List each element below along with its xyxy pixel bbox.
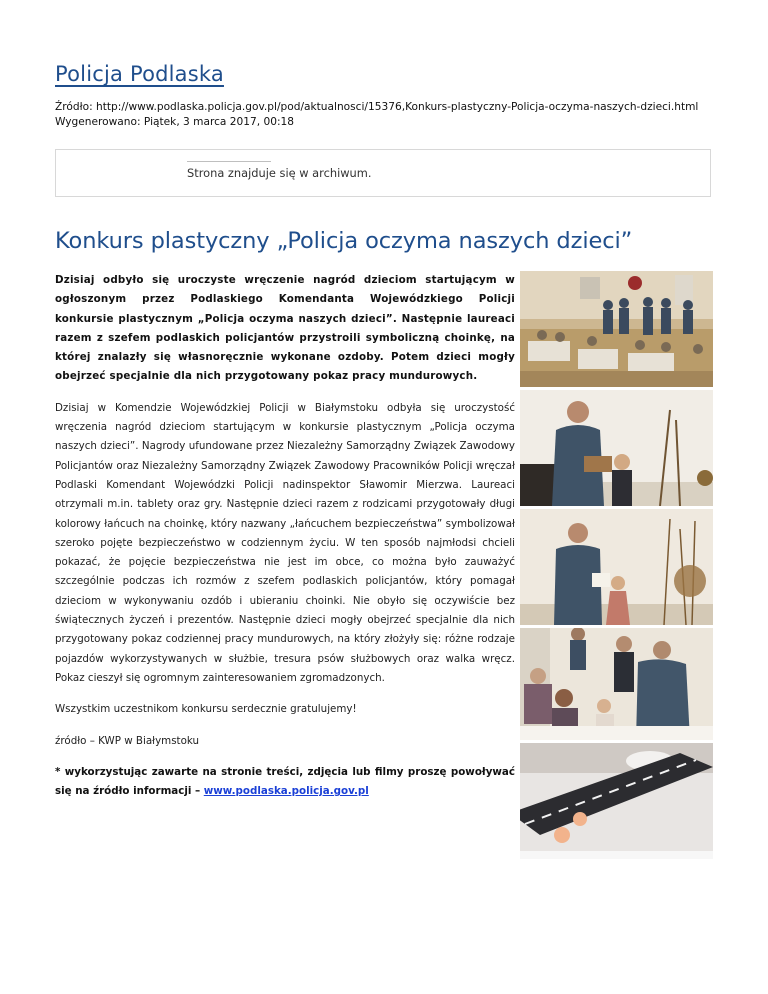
- gallery-photo-cake[interactable]: [520, 743, 713, 859]
- disclaimer-text: * wykorzystując zawarte na stronie treści, zdjęcia lub filmy proszę powoływać się na źródło informacji –: [55, 765, 515, 798]
- archive-notice: [55, 149, 711, 197]
- gallery-photo-award-2[interactable]: [520, 509, 713, 625]
- source-note: źródło – KWP w Białymstoku: [55, 734, 200, 747]
- gallery-photo-families[interactable]: [520, 628, 713, 740]
- gallery-photo-award-1[interactable]: [520, 390, 713, 506]
- article-paragraph: Dzisiaj w Komendzie Wojewódzkiej Policji w Białymstoku odbyła się uroczystość wręczenia nagród dzieciom startującym w konkursie plastycznym „Policja oczyma naszych dzieci”. Nagrody ufundowane przez Niezależny Samorządny Związek Zawodowy Policjantów oraz Niezależny Samorządny Związek Zawodowy Pracowników Policji wręczał Podlaski Komendant Wojewódzki Policji nadinspektor Sławomir Mierzwa. Laureaci otrzymali m.in. tablety oraz gry. Następnie dzieci razem z rodzicami przygotowały długi kolorowy łańcuch na choinkę, który nazwany „łańcuchem bezpieczeństwa” symbolizował szeroko pojęte bezpieczeństwo w codziennym życiu. W ten sposób najmłodsi chcieli pokazać, że pojęcie bezpieczeństwa nie jest im obce, co można było zauważyć szczególnie podczas ich rozmów z szefem podlaskich policjantów, który pomagał dzieciom w wykonywaniu ozdób i ubieraniu choinki. Nie obyło się oczywiście bez świątecznych życzeń i prezentów. Następnie dzieci mogły obejrzeć specjalnie dla nich przygotowany pokaz codziennej pracy mundurowych, na który złożyły się: różne rodzaje pojazdów wykorzystywanych w służbie, tresura psów służbowych oraz walka wręcz. Pokaz cieszył się ogromnym zainteresowaniem zgromadzonych.: [55, 401, 515, 684]
- meta-info: [55, 100, 698, 130]
- generated-date: Wygenerowano: Piątek, 3 marca 2017, 00:18: [55, 116, 295, 128]
- photo-image: [520, 743, 713, 859]
- photo-image: [520, 509, 713, 625]
- article-body: [55, 271, 515, 813]
- archive-notice-text: Strona znajduje się w archiwum.: [187, 166, 372, 180]
- article-title: Konkurs plastyczny „Policja oczyma naszych dzieci”: [55, 228, 633, 254]
- photo-gallery: [520, 271, 713, 862]
- source-url: Źródło: http://www.podlaska.policja.gov.pl/pod/aktualnosci/15376,Konkurs-plastyczny-Policja-oczyma-naszych-dzieci.html: [55, 101, 699, 113]
- site-title[interactable]: Policja Podlaska: [55, 62, 224, 86]
- photo-image: [520, 390, 713, 506]
- source-link[interactable]: www.podlaska.policja.gov.pl: [203, 785, 369, 798]
- photo-image: [520, 271, 713, 387]
- photo-image: [520, 628, 713, 740]
- article-lead: Dzisiaj odbyło się uroczyste wręczenie nagród dzieciom startującym w ogłoszonym przez Podlaskiego Komendanta Wojewódzkiego Policji konkursie plastycznym „Policja oczyma naszych dzieci”. Następnie laureaci razem z szefem podlaskich policjantów przystroili symboliczną choinkę, na której znalazły się własnoręcznie wykonane ozdoby. Potem dzieci mogły obejrzeć specjalnie dla nich przygotowany pokaz pracy mundurowych.: [55, 274, 515, 383]
- congratulations: Wszystkim uczestnikom konkursu serdecznie gratulujemy!: [55, 703, 357, 716]
- gallery-photo-ceremony[interactable]: [520, 271, 713, 387]
- divider: [187, 161, 271, 162]
- disclaimer: [55, 763, 515, 802]
